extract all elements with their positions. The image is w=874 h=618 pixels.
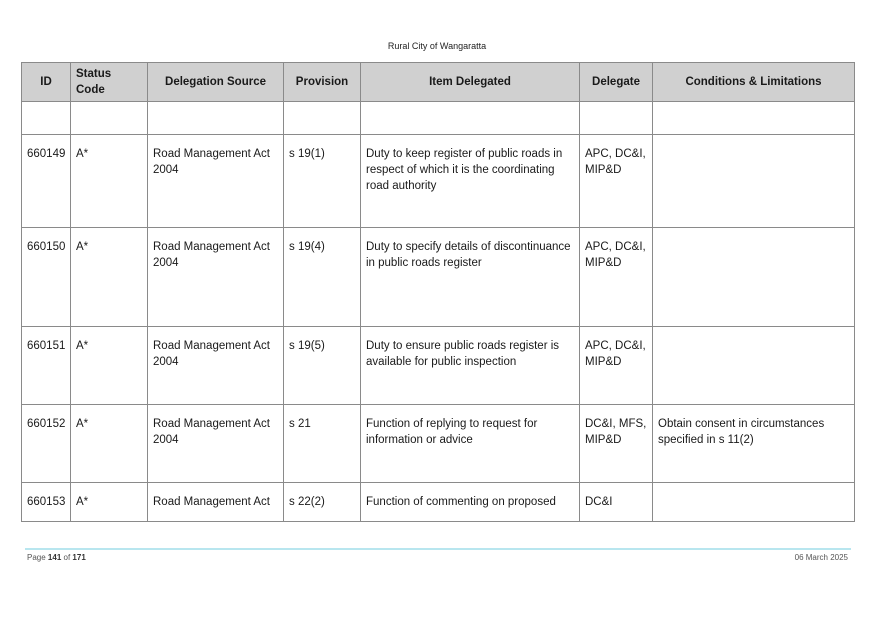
column-header-status-code: Status Code <box>71 63 148 102</box>
cell-id: 660152 <box>22 405 71 483</box>
table-row <box>22 327 855 405</box>
cell-conditions: Obtain consent in circumstances specified in s 11(2) <box>653 405 855 483</box>
table-cell <box>22 102 71 135</box>
cell-delegation-source: Road Management Act 2004 <box>148 405 284 483</box>
column-header-provision: Provision <box>284 63 361 102</box>
cell-status-code: A* <box>71 135 148 228</box>
cell-delegate: APC, DC&I, MIP&D <box>580 135 653 228</box>
cell-provision: s 19(5) <box>284 327 361 405</box>
table-row <box>22 405 855 483</box>
page-total: 171 <box>72 553 86 562</box>
cell-id: 660150 <box>22 228 71 327</box>
column-header-delegation-source: Delegation Source <box>148 63 284 102</box>
cell-conditions <box>653 228 855 327</box>
table-row <box>22 483 855 522</box>
cell-id: 660149 <box>22 135 71 228</box>
cell-delegate: DC&I <box>580 483 653 522</box>
cell-item-delegated: Duty to ensure public roads register is available for public inspection <box>361 327 580 405</box>
cell-conditions <box>653 135 855 228</box>
cell-conditions <box>653 327 855 405</box>
table-cell <box>71 102 148 135</box>
cell-status-code: A* <box>71 327 148 405</box>
table-row-blank <box>22 102 855 135</box>
page-current: 141 <box>47 553 62 562</box>
page-of: of <box>63 553 71 562</box>
column-header-conditions: Conditions & Limitations <box>653 63 855 102</box>
cell-item-delegated: Function of replying to request for information or advice <box>361 405 580 483</box>
cell-delegation-source: Road Management Act 2004 <box>148 228 284 327</box>
cell-item-delegated: Function of commenting on proposed <box>361 483 580 522</box>
footer-divider <box>25 548 851 550</box>
page-number <box>27 553 86 562</box>
cell-item-delegated: Duty to specify details of discontinuance in public roads register <box>361 228 580 327</box>
page-prefix: Page <box>27 553 46 562</box>
table-row <box>22 228 855 327</box>
delegation-table <box>21 62 855 522</box>
table-cell <box>580 102 653 135</box>
cell-conditions <box>653 483 855 522</box>
cell-status-code: A* <box>71 483 148 522</box>
column-header-item-delegated: Item Delegated <box>361 63 580 102</box>
document-header-title: Rural City of Wangaratta <box>387 41 487 51</box>
cell-delegation-source: Road Management Act 2004 <box>148 327 284 405</box>
cell-provision: s 19(4) <box>284 228 361 327</box>
table-header-row <box>22 63 855 102</box>
table-cell <box>284 102 361 135</box>
cell-delegate: APC, DC&I, MIP&D <box>580 327 653 405</box>
cell-status-code: A* <box>71 228 148 327</box>
cell-delegation-source: Road Management Act 2004 <box>148 135 284 228</box>
footer-date: 06 March 2025 <box>794 553 848 562</box>
table-cell <box>653 102 855 135</box>
column-header-delegate: Delegate <box>580 63 653 102</box>
cell-delegation-source: Road Management Act <box>148 483 284 522</box>
table-row <box>22 135 855 228</box>
cell-id: 660153 <box>22 483 71 522</box>
cell-delegate: APC, DC&I, MIP&D <box>580 228 653 327</box>
cell-item-delegated: Duty to keep register of public roads in respect of which it is the coordinating road authority <box>361 135 580 228</box>
cell-provision: s 19(1) <box>284 135 361 228</box>
column-header-id: ID <box>22 63 71 102</box>
cell-status-code: A* <box>71 405 148 483</box>
cell-provision: s 22(2) <box>284 483 361 522</box>
cell-id: 660151 <box>22 327 71 405</box>
cell-provision: s 21 <box>284 405 361 483</box>
cell-delegate: DC&I, MFS, MIP&D <box>580 405 653 483</box>
table-cell <box>148 102 284 135</box>
table-cell <box>361 102 580 135</box>
